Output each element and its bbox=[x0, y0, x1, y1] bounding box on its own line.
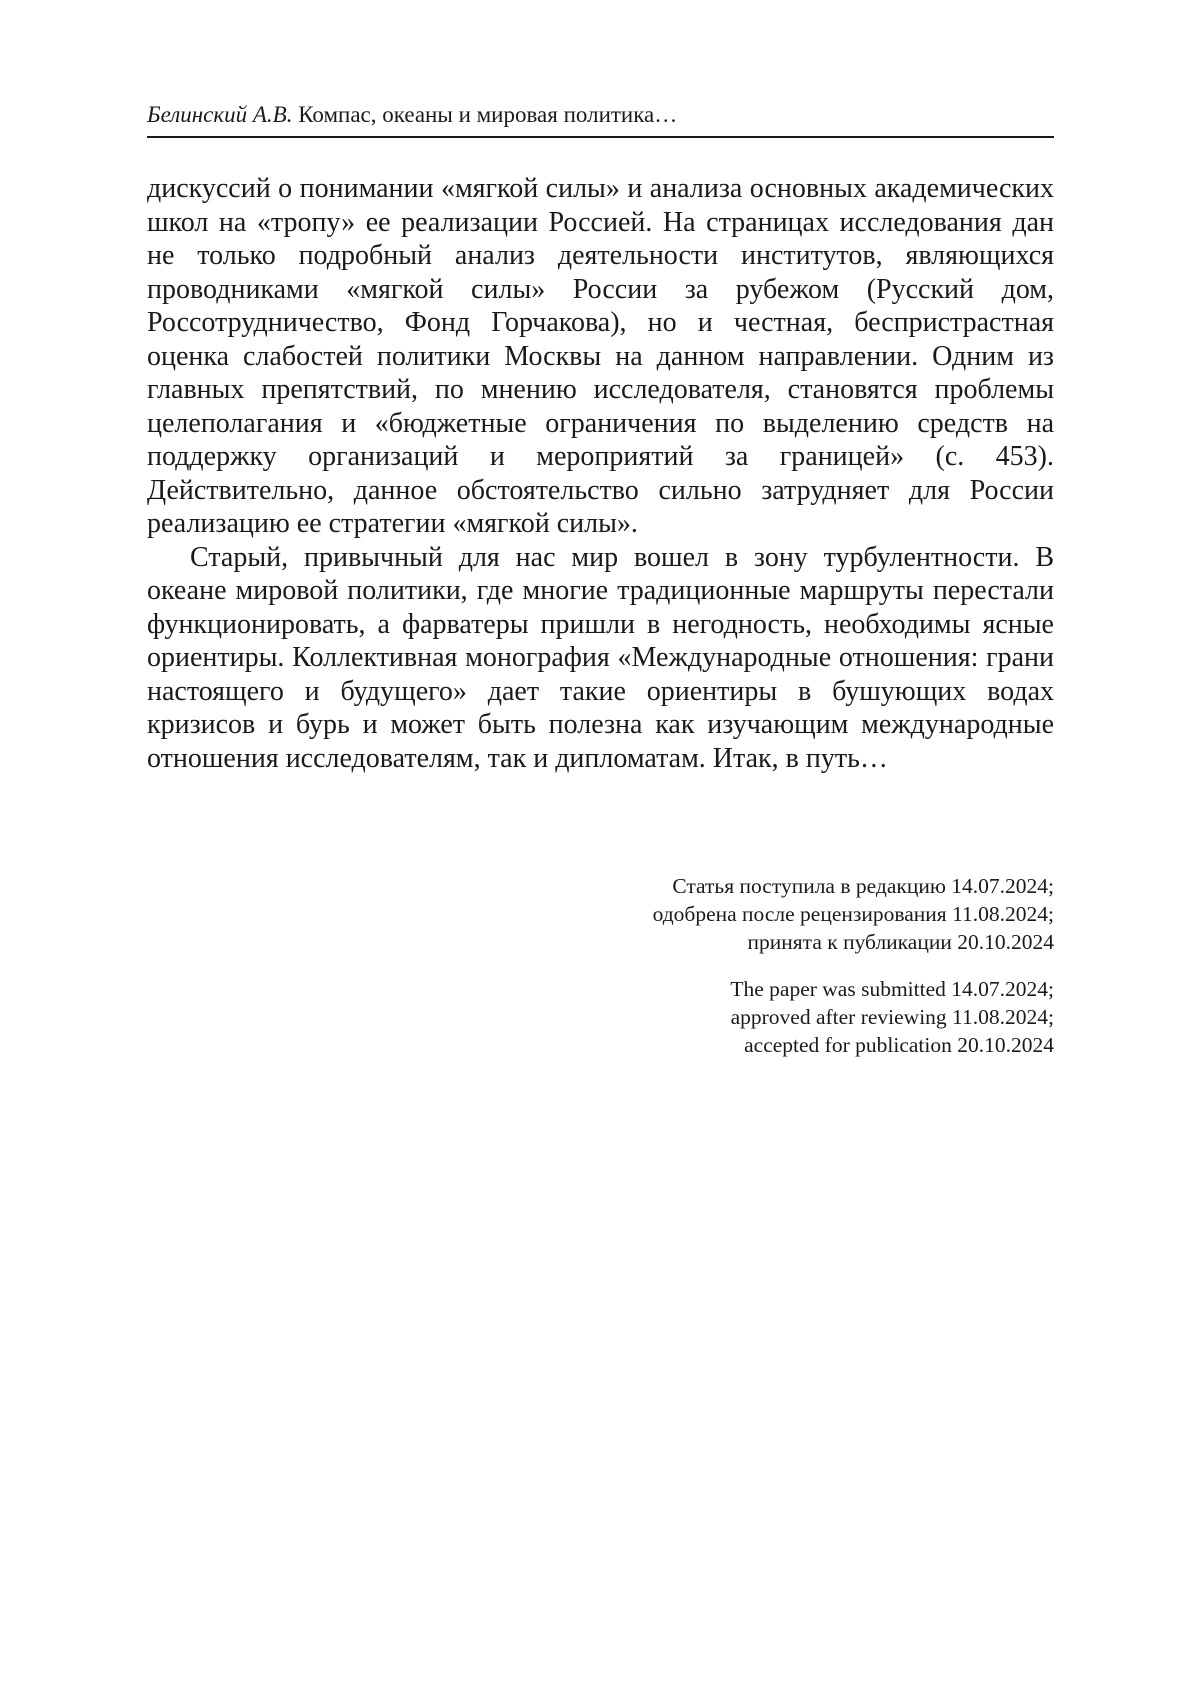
date-submitted-ru: Статья поступила в редакцию 14.07.2024; bbox=[672, 874, 1054, 898]
paragraph-conclusion: Старый, привычный для нас мир вошел в зону турбулентности. В океане мировой политики, где многие традиционные маршруты перестали функционировать, а фарватеры пришли в негодность, необходимы ясные ориентиры. Коллективная монография «Международные отношения: грани настоящего и будущего» дает такие ориентиры в бушующих водах кризисов и бурь и может быть полезна как изучающим международные отношения исследователям, так и дипломатам. Итак, в путь… bbox=[147, 541, 1054, 774]
header-rule bbox=[147, 136, 1054, 138]
submission-dates-russian bbox=[434, 872, 1054, 956]
running-header bbox=[147, 100, 1054, 130]
header-title: Компас, океаны и мировая политика… bbox=[298, 102, 678, 127]
date-submitted-en: The paper was submitted 14.07.2024; bbox=[730, 977, 1054, 1001]
header-author: Белинский А.В. bbox=[147, 102, 293, 127]
date-accepted-ru: принята к публикации 20.10.2024 bbox=[747, 930, 1054, 954]
date-approved-ru: одобрена после рецензирования 11.08.2024; bbox=[652, 902, 1054, 926]
article-body bbox=[147, 172, 1054, 775]
submission-dates-english bbox=[434, 975, 1054, 1059]
date-accepted-en: accepted for publication 20.10.2024 bbox=[744, 1033, 1054, 1057]
date-approved-en: approved after reviewing 11.08.2024; bbox=[730, 1005, 1054, 1029]
paragraph-soft-power: дискуссий о понимании «мягкой силы» и анализа основных академических школ на «тропу» ее реализации Россией. На страницах исследования дан не только подробный анализ деятельности институтов, являющихся проводниками «мягкой силы» России за рубежом (Русский дом, Россотрудничество, Фонд Горчакова), но и честная, беспристрастная оценка слабостей политики Москвы на данном направлении. Одним из главных препятствий, по мнению исследователя, становятся проблемы целеполагания и «бюджетные ограничения по выделению средств на поддержку организаций и мероприятий за границей» (с. 453). Действительно, данное обстоятельство сильно затрудняет для России реализацию ее стратегии «мягкой силы». bbox=[147, 173, 1054, 539]
